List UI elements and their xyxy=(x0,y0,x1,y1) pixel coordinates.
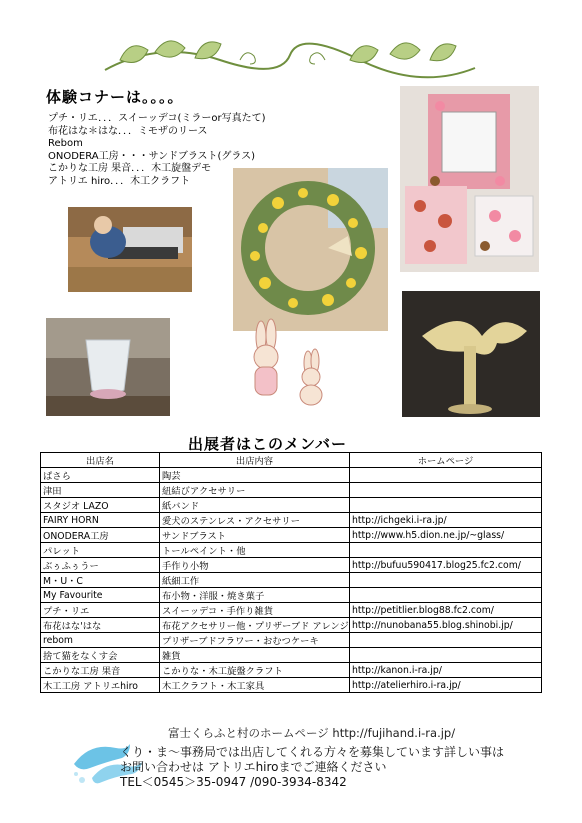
wreath-photo xyxy=(233,168,388,331)
shop-name: ONODERA工房 xyxy=(41,528,160,543)
shop-name: ぶぅふぅうー xyxy=(41,558,160,573)
table-row xyxy=(41,528,542,543)
table-row xyxy=(41,618,542,633)
shop-homepage-link[interactable]: http://www.h5.dion.ne.jp/~glass/ xyxy=(350,528,542,543)
shop-content: 雑貨 xyxy=(160,648,350,663)
shop-content: 紙バンド xyxy=(160,498,350,513)
shop-content: 紐結びアクセサリー xyxy=(160,483,350,498)
shop-content: 布小物・洋服・焼き菓子 xyxy=(160,588,350,603)
experience-item: プチ・リエ．．．スイーッデコ(ミラーor写真たて) xyxy=(48,113,266,124)
wood-carving-photo xyxy=(402,291,540,417)
members-table xyxy=(40,452,542,693)
table-row xyxy=(41,558,542,573)
shop-homepage-link[interactable]: http://petitlier.blog88.fc2.com/ xyxy=(350,603,542,618)
table-row xyxy=(41,588,542,603)
vine-decoration xyxy=(100,30,480,80)
shop-name: M・U・C xyxy=(41,573,160,588)
shop-homepage-link[interactable]: http://ichgeki.i-ra.jp/ xyxy=(350,513,542,528)
shop-content: 木工クラフト・木工家具 xyxy=(160,678,350,693)
table-row xyxy=(41,678,542,693)
experience-item: 布花はな＊はな．．．ミモザのリース xyxy=(48,125,208,137)
members-heading: 出展者はこのメンバー xyxy=(188,435,347,453)
shop-homepage-link[interactable]: http://bufuu590417.blog25.fc2.com/ xyxy=(350,558,542,573)
shop-homepage xyxy=(350,543,542,558)
experience-item: ONODERA工房・・・サンドブラスト(グラス) xyxy=(48,150,256,162)
shop-homepage xyxy=(350,468,542,483)
table-row xyxy=(41,648,542,663)
shop-content: 手作り小物 xyxy=(160,558,350,573)
glass-photo xyxy=(46,318,170,416)
table-row xyxy=(41,483,542,498)
workshop-photo xyxy=(68,207,192,292)
rabbit-illustration xyxy=(233,315,333,407)
sweets-deco-photo xyxy=(400,86,539,272)
shop-homepage-link[interactable]: http://kanon.i-ra.jp/ xyxy=(350,663,542,678)
experience-item: Rebom xyxy=(48,138,83,150)
shop-content: こかりな・木工旋盤クラフト xyxy=(160,663,350,678)
shop-name: プチ・リエ xyxy=(41,603,160,618)
shop-name: 布花はな'はな xyxy=(41,618,160,633)
shop-content: 紙細工作 xyxy=(160,573,350,588)
shop-content: 布花アクセサリー他・プリザーブド アレンジ xyxy=(160,618,350,633)
table-row xyxy=(41,498,542,513)
column-header-shop: 出店名 xyxy=(41,453,160,468)
shop-name: こかりな工房 果音 xyxy=(41,663,160,678)
column-header-content: 出店内容 xyxy=(160,453,350,468)
shop-homepage xyxy=(350,498,542,513)
shop-homepage-link[interactable]: http://nunobana55.blog.shinobi.jp/ xyxy=(350,618,542,633)
shop-homepage xyxy=(350,633,542,648)
contact-info xyxy=(120,745,504,790)
shop-homepage xyxy=(350,588,542,603)
shop-content: 愛犬のステンレス・アクセサリー xyxy=(160,513,350,528)
inquiry-text: お問い合わせは アトリエhiroまでご連絡ください xyxy=(120,760,387,774)
homepage-title: 富士くらふと村のホームページ http://fujihand.i-ra.jp/ xyxy=(168,726,456,740)
shop-content: プリザーブドフラワー・おむつケーキ xyxy=(160,633,350,648)
shop-content: スイーッデコ・手作り雑貨 xyxy=(160,603,350,618)
table-header-row xyxy=(41,453,542,468)
shop-name: 津田 xyxy=(41,483,160,498)
table-row xyxy=(41,513,542,528)
shop-homepage-link[interactable]: http://atelierhiro.i-ra.jp/ xyxy=(350,678,542,693)
shop-content: トールペイント・他 xyxy=(160,543,350,558)
table-row xyxy=(41,573,542,588)
experience-heading: 体験コナーは。。。。 xyxy=(46,88,184,106)
experience-item: アトリエ hiro．．．木工クラフト xyxy=(48,175,191,187)
shop-homepage xyxy=(350,648,542,663)
shop-name: ぱさら xyxy=(41,468,160,483)
column-header-homepage: ホームページ xyxy=(350,453,542,468)
shop-content: サンドブラスト xyxy=(160,528,350,543)
shop-name: My Favourite xyxy=(41,588,160,603)
table-row xyxy=(41,663,542,678)
table-row xyxy=(41,603,542,618)
experience-item: こかりな工房 果音．．．木工旋盤デモ xyxy=(48,163,212,175)
table-row xyxy=(41,633,542,648)
phone-text: TEL＜0545＞35-0947 /090-3934-8342 xyxy=(120,775,347,789)
shop-homepage xyxy=(350,573,542,588)
shop-name: FAIRY HORN xyxy=(41,513,160,528)
shop-name: 木工工房 アトリエhiro xyxy=(41,678,160,693)
shop-name: パレット xyxy=(41,543,160,558)
shop-name: 捨て猫をなくす会 xyxy=(41,648,160,663)
shop-homepage xyxy=(350,483,542,498)
shop-name: スタジオ LAZO xyxy=(41,498,160,513)
shop-content: 陶芸 xyxy=(160,468,350,483)
table-row xyxy=(41,468,542,483)
recruit-text: くり・ま～事務局では出店してくれる方々を募集しています詳しい事は xyxy=(120,745,505,759)
table-row xyxy=(41,543,542,558)
shop-name: rebom xyxy=(41,633,160,648)
